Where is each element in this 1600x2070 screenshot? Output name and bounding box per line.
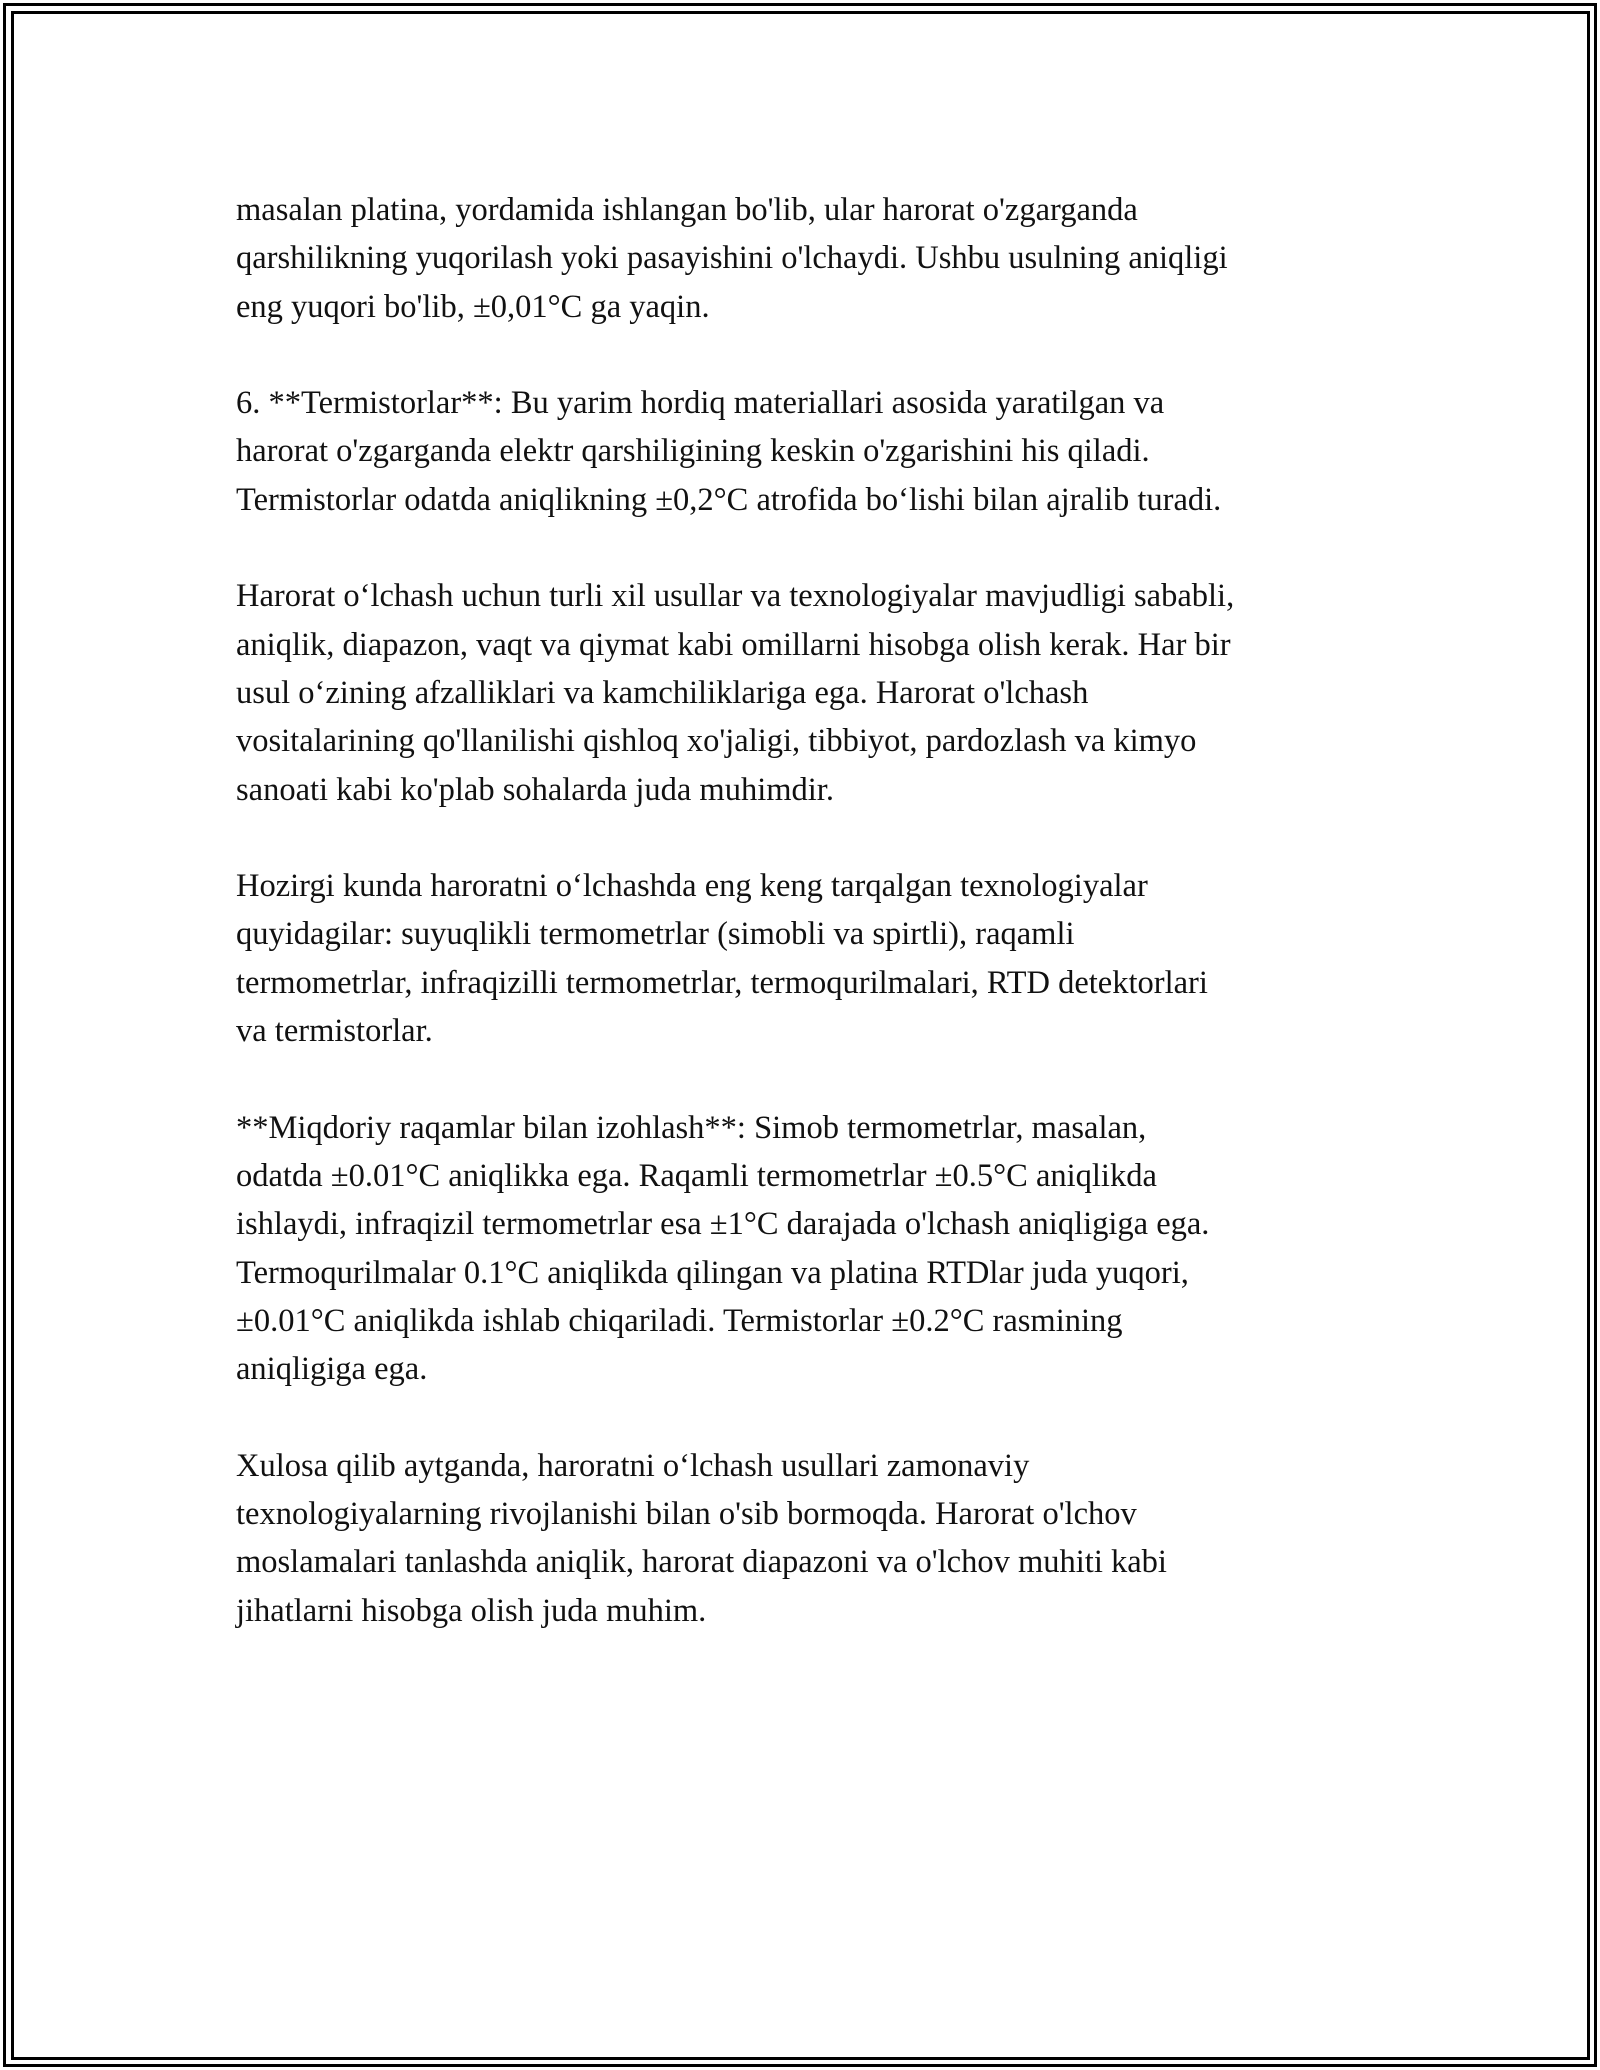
paragraph-methods-overview: Harorat oʻlchash uchun turli xil usullar va texnologiyalar mavjudligi sababli, aniqlik, diapazon, vaqt va qiymat kabi omillarni hisobga olish kerak. Har bir usul oʻzining afzalliklari va kamchiliklariga ega. Harorat o'lchash vositalarining qo'llanilishi qishloq xo'jaligi, tibbiyot, pardozlash va kimyo sanoati kabi ko'plab sohalarda juda muhimdir. (236, 578, 1235, 808)
document-body (236, 186, 1366, 1683)
paragraph-conclusion: Xulosa qilib aytganda, haroratni oʻlchash usullari zamonaviy texnologiyalarning rivojlanishi bilan o'sib bormoqda. Harorat o'lchov moslamalari tanlashda aniqlik, harorat diapazoni va o'lchov muhiti kabi jihatlarni hisobga olish juda muhim. (236, 1447, 1167, 1629)
paragraph-common-technologies: Hozirgi kunda haroratni oʻlchashda eng keng tarqalgan texnologiyalar quyidagilar: suyuqlikli termometrlar (simobli va spirtli), raqamli termometrlar, infraqizilli termometrlar, termoqurilmalari, RTD detektorlari va termistorlar. (236, 868, 1208, 1050)
paragraph-quantitative-accuracy: **Miqdoriy raqamlar bilan izohlash**: Simob termometrlar, masalan, odatda ±0.01°C aniqlikka ega. Raqamli termometrlar ±0.5°C aniqlikda ishlaydi, infraqizil termometrlar esa ±1°C darajada o'lchash aniqligiga ega. Termoqurilmalar 0.1°C aniqlikda qilingan va platina RTDlar juda yuqori, ±0.01°C aniqlikda ishlab chiqariladi. Termistorlar ±0.2°C rasmining aniqligiga ega. (236, 1109, 1210, 1388)
paragraph-thermistors: 6. **Termistorlar**: Bu yarim hordiq materiallari asosida yaratilgan va harorat o'zgarganda elektr qarshiligining keskin o'zgarishini his qiladi. Termistorlar odatda aniqlikning ±0,2°C atrofida boʻlishi bilan ajralib turadi. (236, 385, 1222, 518)
paragraph-rtd-continued: masalan platina, yordamida ishlangan bo'lib, ular harorat o'zgarganda qarshilikning yuqorilash yoki pasayishini o'lchaydi. Ushbu usulning aniqligi eng yuqori bo'lib, ±0,01°C ga yaqin. (236, 192, 1228, 325)
